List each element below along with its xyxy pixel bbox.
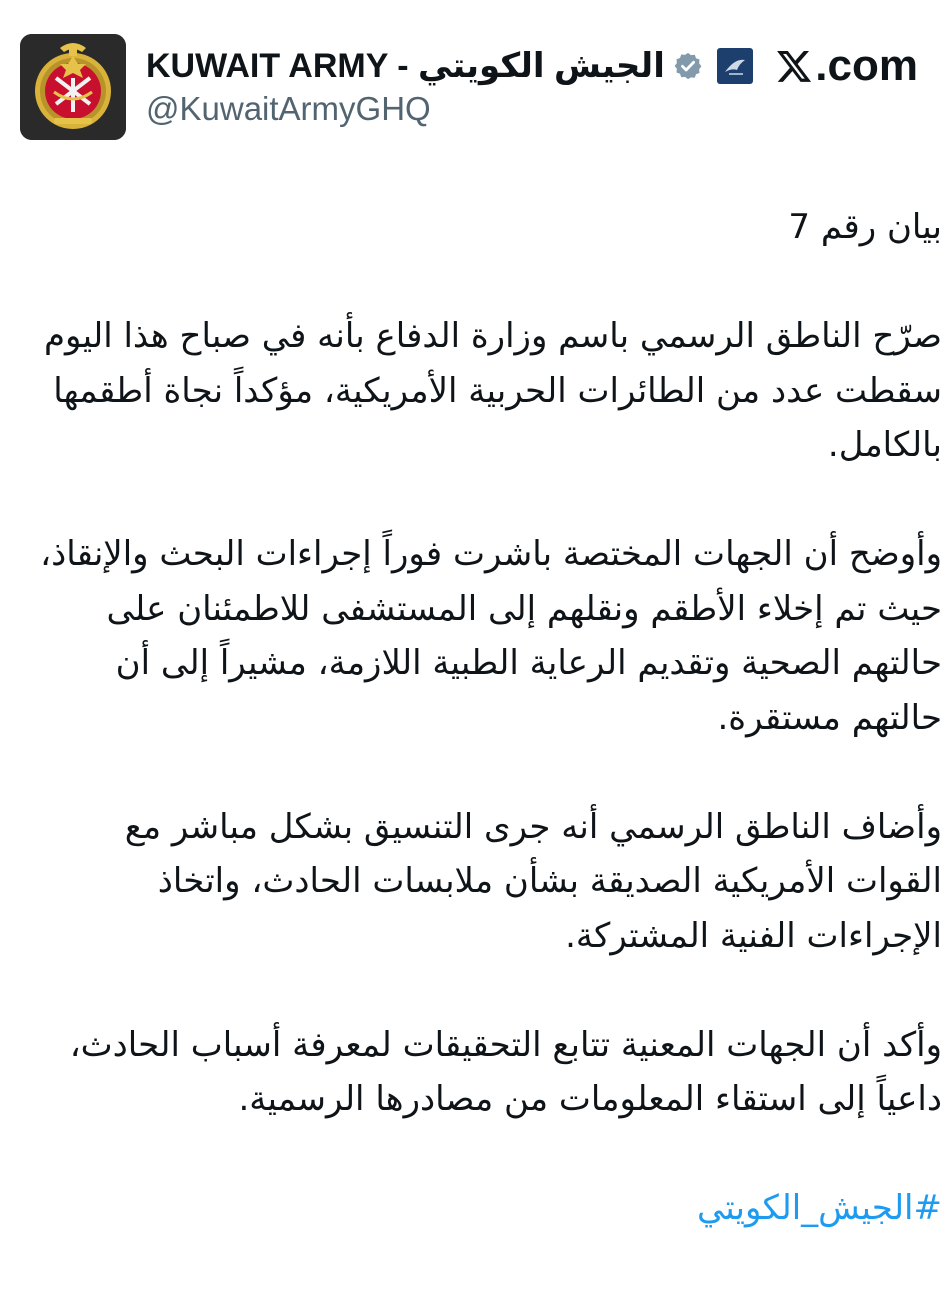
account-name-row[interactable] <box>146 44 753 88</box>
statement-paragraph-3: وأضاف الناطق الرسمي أنه جرى التنسيق بشكل مباشر مع القوات الأمريكية الصديقة بشأن ملابسات الحادث، واتخاذ الإجراءات الفنية المشتركة. <box>124 806 942 956</box>
affiliate-badge-icon[interactable] <box>717 48 753 84</box>
verified-badge-icon <box>673 51 703 81</box>
site-label: .com <box>815 41 918 90</box>
site-mark <box>775 42 918 90</box>
statement-paragraph-4: وأكد أن الجهات المعنية تتابع التحقيقات لمعرفة أسباب الحادث، داعياً إلى استقاء المعلومات من مصادرها الرسمية. <box>69 1024 942 1119</box>
tweet-header <box>0 0 948 160</box>
avatar[interactable] <box>20 34 126 140</box>
account-handle[interactable]: @KuwaitArmyGHQ <box>146 90 431 127</box>
x-logo-icon <box>775 47 813 85</box>
kuwait-army-emblem-icon <box>20 34 126 140</box>
tweet-body <box>20 200 942 1290</box>
statement-title: بيان رقم 7 <box>788 207 942 247</box>
statement-paragraph-2: وأوضح أن الجهات المختصة باشرت فوراً إجراءات البحث والإنقاذ، حيث تم إخلاء الأطقم ونقلهم إلى المستشفى للاطمئنان على حالتهم الصحية وتقديم الرعاية الطبية اللازمة، مشيراً إلى أن حالتهم مستقرة. <box>40 534 942 738</box>
hashtag-link[interactable]: #الجيش_الكويتي <box>696 1188 942 1228</box>
account-name[interactable]: KUWAIT ARMY - الجيش الكويتي <box>146 47 665 85</box>
statement-paragraph-1: صرّح الناطق الرسمي باسم وزارة الدفاع بأنه في صباح هذا اليوم سقطت عدد من الطائرات الحربية الأمريكية، مؤكداً نجاة أطقمها بالكامل. <box>44 316 942 465</box>
